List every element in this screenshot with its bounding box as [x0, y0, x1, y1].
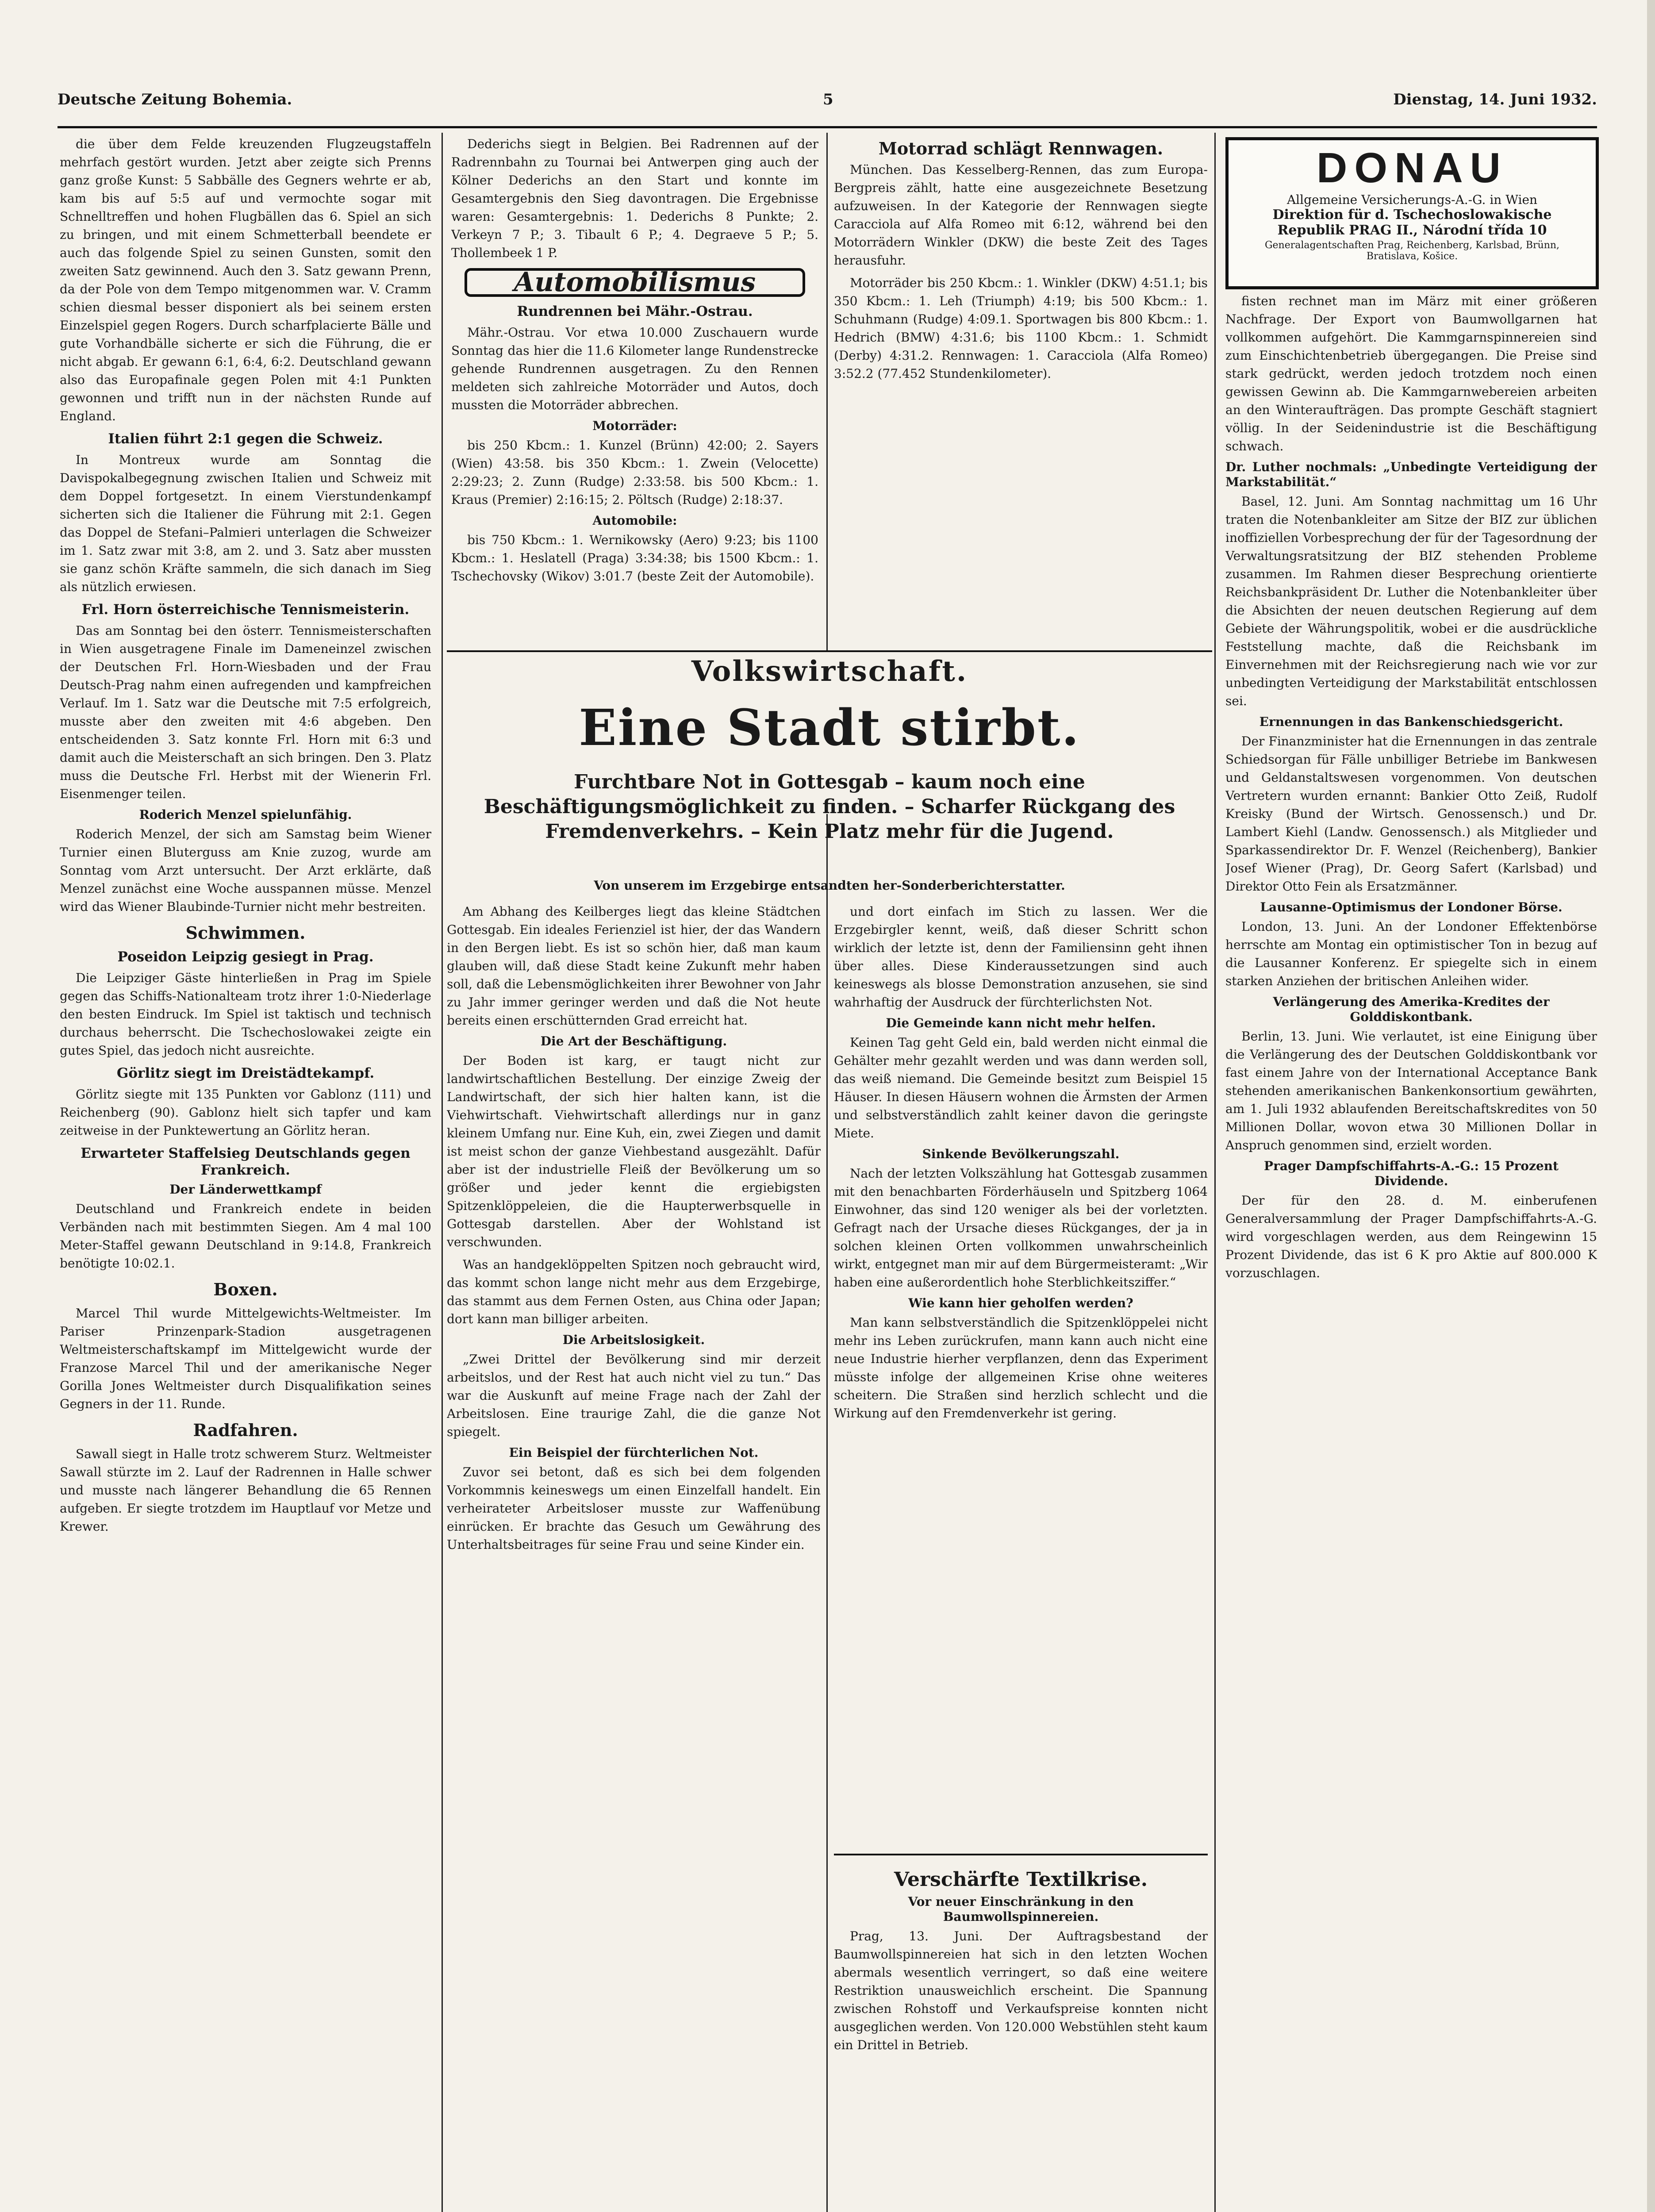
column-3: [834, 135, 1208, 648]
ad-line-3: Republik PRAG II., Národní třída 10: [1277, 223, 1547, 238]
heading-prager: Prager Dampfschiffahrts-A.-G.: 15 Prozent Dividende.: [1264, 1159, 1559, 1188]
heading-goerlitz: Görlitz siegt im Dreistädtekampf.: [116, 1065, 375, 1081]
issue-date: Dienstag, 14. Juni 1932.: [1393, 91, 1597, 108]
page-edge: [1647, 0, 1655, 2212]
heading-motorrad: Motorrad schlägt Rennwagen.: [878, 138, 1163, 158]
heading-textilkrise: Verschärfte Textilkrise.: [894, 1868, 1148, 1891]
article-staffel: Deutschland und Frankreich endete in beiden Verbänden nach mit bestimmten Siegen. Am 4 mal 100 Meter-Staffel gewann Deutschland in 9:14.8, Frankreich benötigte 10:02.1.: [60, 1202, 431, 1271]
ad-brand: DONAU: [1317, 144, 1508, 192]
main-heading-bevoelkerung: Sinkende Bevölkerungszahl.: [922, 1147, 1120, 1161]
article-horn: Das am Sonntag bei den österr. Tennismeisterschaften in Wien ausgetragene Finale im Dameneinzel zwischen der Deutschen Frl. Horn-Wiesbaden und der Frau Deutsch-Prag nahm einen aufregenden und kampfreichen Verlauf. Im 1. Satz war die Deutsche mit 7:5 erfolgreich, musste aber den zweiten mit 4:6 abgeben. Den entscheidenden 3. Satz konnte Frl. Horn mit 6:3 und damit auch die Meisterschaft an sich bringen. Den 3. Platz muss die Deutsche Frl. Herbst mit der Wienerin Frl. Eisenmenger teilen.: [60, 623, 431, 801]
section-volkswirtschaft: Volkswirtschaft.: [691, 655, 968, 688]
donau-advertisement: [1225, 137, 1599, 289]
ad-line-4: Generalagentschaften Prag, Reichenberg, Karlsbad, Brünn, Bratislava, Košice.: [1264, 240, 1560, 262]
main-right-para-3: Nach der letzten Volkszählung hat Gottesgab zusammen mit den benachbarten Förderhäuseln und Spitzberg 1064 Einwohner, das sind 120 weniger als bei der vorletzten. Gefragt nach der Ursache dieses Rückganges, der ja in solchen kleinen Orten vollkommen unwahrscheinlich wirkt, entgegnet man mir auf dem Bürgermeisteramt: „Wir haben eine außerordentlich hohe Sterblichkeitsziffer.“: [834, 1166, 1208, 1290]
main-right-para-2: Keinen Tag geht Geld ein, bald werden nicht einmal die Gehälter mehr gezahlt werden und was dann werden soll, das weiß niemand. Die Gemeinde besitzt zum Beispiel 15 Häuser. In diesen Häusern wohnen die Ärmsten der Armen und selbstverständlich zahlt keiner davon die geringste Miete.: [834, 1035, 1208, 1141]
main-para-3: Was an handgeklöppelten Spitzen noch gebraucht wird, das kommt schon lange nicht mehr aus dem Erzgebirge, das stammt aus dem Fernen Osten, aus China oder Japan; dort kann man billiger arbeiten.: [447, 1257, 821, 1326]
heading-horn: Frl. Horn österreichische Tennismeisterin.: [81, 602, 410, 618]
tennis-intro: die über dem Felde kreuzenden Flugzeugstaffeln mehrfach gestört wurden. Jetzt aber zeigte sich Prenns ganz große Kunst: 5 Sabbälle des Gegners wehrte er ab, kam bis auf 5:5 auf und vermochte sogar mit Schnelltreffen und hohen Flugbällen das 6. Spiel an sich zu bringen, und mit einem Schmetterball beendete er auch das folgende Spiel zu seinen Gunsten, somit den zweiten Satz gewinnend. Auch den 3. Satz gewann Prenn, da der Pole von dem Tempo mitgenommen war. V. Cramm schien diesmal besser disponiert als bei seinem ersten Einzelspiel gegen Rogers. Durch scharfplacierte Bälle und gute Vorhandbälle sicherte er sich die Führung, die er nicht abgab. Er gewann 6:1, 6:4, 6:2. Deutschland gewann also das Europafinale gegen Polen mit 4:1 Punkten gewonnen und trifft nun in der nächsten Runde auf England.: [60, 137, 431, 423]
paper-name: Deutsche Zeitung Bohemia.: [58, 91, 292, 108]
main-top-rule: [447, 650, 1212, 652]
article-italien: In Montreux wurde am Sonntag die Davispokalbegegnung zwischen Italien und Schweiz mit dem Doppel fortgesetzt. In einem Vierstundenkampf sicherten sich die Italiener die Führung mit 2:1. Gegen das Doppel de Stefani–Palmieri unterlagen die Schweizer im 1. Satz zwar mit 3:8, am 2. und 3. Satz aber mussten sie ganz schön Kräfte sammeln, die sich danach im Sieg als nützlich erwiesen.: [60, 453, 431, 594]
main-right-para-1: und dort einfach im Stich zu lassen. Wer die Erzgebirgler kennt, weiß, daß dieser Schritt schon wirklich der letzte ist, denn der Familiensinn geht ihnen über alles. Diese Kinderaussetzungen sind auch keineswegs als blosse Demonstration anzusehen, sie sind wahrhaftig der Ausdruck der fürchterlichsten Not.: [834, 904, 1208, 1010]
article-dederichs: Dederichs siegt in Belgien. Bei Radrennen auf der Radrennbahn zu Tournai bei Antwerpen ging auch der Kölner Dederichs an den Start und konnte im Gesamtergebnis den Sieg davontragen. Die Ergebnisse waren: Gesamtergebnis: 1. Dederichs 8 Punkte; 2. Verkeyn 7 P.; 3. Tibault 6 P.; 4. Degraeve 5 P.; 5. Thollembeek 1 P.: [451, 137, 818, 260]
heading-italien: Italien führt 2:1 gegen die Schweiz.: [108, 431, 383, 447]
column-1: [60, 135, 431, 2212]
article-rundrennen: Mähr.-Ostrau. Vor etwa 10.000 Zuschauern wurde Sonntag das hier die 11.6 Kilometer lange Rundenstrecke gehende Rundrennen ausgetragen. Zu den Rennen meldeten sich zahlreiche Motorräder und Autos, doch mussten die Motorräder abbrechen.: [451, 325, 818, 412]
article-boxen: Marcel Thil wurde Mittelgewichts-Weltmeister. Im Pariser Prinzenpark-Stadion ausgetragenen Weltmeisterschaftskampf im Mittelgewicht wurde der Franzose Marcel Thil und der amerikanische Neger Gorilla Jones Weltmeister durch Disqualifikation seines Gegners in der 11. Runde.: [60, 1306, 431, 1411]
article-ernennungen: Der Finanzminister hat die Ernennungen in das zentrale Schiedsorgan für Fälle unbilliger Betriebe im Bankwesen und Geldanstaltswesen vorgenommen. Von deutschen Vertretern wurden ernannt: Bankier Otto Zeiß, Rudolf Kreisky (Bund der Wirtsch. Genossensch.) und Dr. Lambert Kiehl (Landw. Genossensch.) als Mitglieder und Sparkassendirektor Dr. F. Wenzel (Reichenberg), Bankier Josef Wiener (Prag), Dr. Georg Safert (Karlsbad) und Direktor Otto Fein als Ersatzmänner.: [1225, 734, 1597, 894]
ad-line-2: Direktion für d. Tschechoslowakische: [1272, 207, 1552, 223]
main-para-5: Zuvor sei betont, daß es sich bei dem folgenden Vorkommnis keineswegs um einen Einzelfall handelt. Ein verheirateter Arbeitsloser musste zur Waffenübung einrücken. Er brachte das Gesuch um Gewährung des Unterhaltsbeitrages für seine Frau und seine Kinder ein.: [447, 1465, 821, 1552]
column-4: [1225, 292, 1597, 2212]
main-headline: Eine Stadt stirbt.: [579, 699, 1080, 757]
textil-rule: [834, 1854, 1208, 1855]
section-boxen: Boxen.: [213, 1279, 278, 1299]
subheading-textilkrise: Vor neuer Einschränkung in den Baumwollspinnereien.: [908, 1894, 1134, 1924]
heading-staffel: Erwarteter Staffelsieg Deutschlands gegen Frankreich.: [81, 1145, 411, 1178]
textil-article: [834, 1863, 1208, 2212]
article-lausanne: London, 13. Juni. An der Londoner Effektenbörse herrschte am Montag ein optimistischer Ton in bezug auf die Lausanner Konferenz. Er spiegelte sich in einem starken Anziehen der britischen Anleihen wider.: [1225, 919, 1597, 988]
results-automobile: bis 750 Kbcm.: 1. Wernikowsky (Aero) 9:23; bis 1100 Kbcm.: 1. Heslatell (Praga) 3:34:38; bis 1500 Kbcm.: 1. Tschechovsky (Wikov) 3:01.7 (beste Zeit der Automobile).: [451, 533, 818, 584]
automobilismus-banner: Automobilismus: [465, 268, 805, 297]
main-heading-gemeinde: Die Gemeinde kann nicht mehr helfen.: [886, 1016, 1156, 1030]
article-luther: Basel, 12. Juni. Am Sonntag nachmittag um 16 Uhr traten die Notenbankleiter am Sitze der BIZ zur üblichen inoffiziellen Vorbesprechung der für der Tagesordnung der Verwaltungsratsitzung der BIZ stehenden Probleme zusammen. Im Rahmen dieser Besprechung orientierte Reichsbankpräsident Dr. Luther die Notenbankleiter über die Absichten der neuen deutschen Regierung auf dem Gebiete der Währungspolitik, wobei er die ausdrückliche Feststellung machte, daß die Reichsbank im Einvernehmen mit der Reichsregierung nach wie vor zur unbedingten Verteidigung der Markstabilität entschlossen sei.: [1225, 494, 1597, 708]
main-heading-arbeitslosigkeit: Die Arbeitslosigkeit.: [562, 1333, 705, 1347]
main-para-4: „Zwei Drittel der Bevölkerung sind mir derzeit arbeitslos, und der Rest hat auch nicht viel zu tun.“ Das war die Auskunft auf meine Frage nach der Zahl der Arbeitslosen. Eine traurige Zahl, die die ganze Not spiegelt.: [447, 1352, 821, 1439]
results-motorraeder: bis 250 Kbcm.: 1. Kunzel (Brünn) 42:00; 2. Sayers (Wien) 43:58. bis 350 Kbcm.: 1. Zwein (Velocette) 2:29:23; 2. Zunn (Rudge) 2:33:58. bis 500 Kbcm.: 1. Kraus (Premier) 2:16:15; 2. Pöltsch (Rudge) 2:18:37.: [451, 438, 818, 507]
article-amerika: Berlin, 13. Juni. Wie verlautet, ist eine Einigung über die Verlängerung des der Deutschen Golddiskontbank vor fast einem Jahre von der International Acceptance Bank stehenden amerikanischen Bankenkonsortium gewährten, am 1. Juli 1932 ablaufenden Bereitschaftskredites von 50 Millionen Dollar, wovon etwa 30 Millionen Dollar in Anspruch genommen sind, erzielt worden.: [1225, 1029, 1597, 1152]
heading-luther: Dr. Luther nochmals: „Unbedingte Verteidigung der Markstabilität.“: [1225, 460, 1597, 489]
ad-line-1: Allgemeine Versicherungs-A.-G. in Wien: [1286, 192, 1538, 207]
column-divider-1: [442, 133, 443, 2212]
results-kesselberg: Motorräder bis 250 Kbcm.: 1. Winkler (DKW) 4:51.1; bis 350 Kbcm.: 1. Leh (Triumph) 4:19; bis 500 Kbcm.: 1. Schuhmann (Rudge) 4:09.1. Sportwagen bis 800 Kbcm.: 1. Hedrich (BMW) 4:31.6; bis 1100 Kbcm.: 1. Schmidt (Derby) 4:31.2. Rennwagen: 1. Caracciola (Alfa Romeo) 3:52.2 (77.452 Stundenkilometer).: [834, 276, 1208, 381]
masthead: [58, 91, 1597, 117]
main-heading-beispiel: Ein Beispiel der fürchterlichen Not.: [509, 1445, 759, 1460]
article-prager: Der für den 28. d. M. einberufenen Generalversammlung der Prager Dampfschiffahrts-A.-G. wird vorgeschlagen werden, aus dem Reingewinn 15 Prozent Dividende, das ist 6 K pro Aktie auf 800.000 K vorzuschlagen.: [1225, 1193, 1597, 1280]
article-radfahren: Sawall siegt in Halle trotz schwerem Sturz. Weltmeister Sawall stürzte im 2. Lauf der Radrennen in Halle schwer und musste nach längerer Behandlung die 65 Rennen aufgeben. Er siegte trotzdem im Hauptlauf vor Metze und Krewer.: [60, 1447, 431, 1534]
article-motorrad: München. Das Kesselberg-Rennen, das zum Europa-Bergpreis zählt, hatte eine ausgezeichnete Besetzung aufzuweisen. In der Kategorie der Rennwagen siegte Caracciola auf Alfa Romeo mit 6:12, während bei den Motorrädern Winkler (DKW) die beste Zeit des Tages herausfuhr.: [834, 162, 1208, 268]
article-goerlitz: Görlitz siegte mit 135 Punkten vor Gablonz (111) und Reichenberg (90). Gablonz hielt sich tapfer und kam zeitweise in der Punktewertung an Görlitz heran.: [60, 1087, 431, 1138]
article-textilkrise: Prag, 13. Juni. Der Auftragsbestand der Baumwollspinnereien hat sich in den letzten Wochen abermals wesentlich verringert, so daß eine weitere Restriktion unausweichlich erscheint. Die Spannung zwischen Rohstoff und Verkaufspreise konnten nicht ausgeglichen werden. Von 120.000 Webstühlen steht kaum ein Drittel in Betrieb.: [834, 1929, 1208, 2052]
heading-amerika: Verlängerung des Amerika-Kredites der Golddiskontbank.: [1273, 995, 1550, 1024]
section-schwimmen: Schwimmen.: [185, 923, 306, 943]
heading-lausanne: Lausanne-Optimismus der Londoner Börse.: [1260, 900, 1563, 914]
main-byline: Von unserem im Erzgebirge entsandten her-Sonderberichterstatter.: [594, 878, 1065, 893]
column-divider-main: [826, 814, 828, 2212]
main-subhead: Furchtbare Not in Gottesgab – kaum noch eine Beschäftigungsmöglichkeit zu finden. – Scharfer Rückgang des Fremdenverkehrs. – Kein Platz mehr für die Jugend.: [484, 771, 1175, 843]
article-textil-continued: fisten rechnet man im März mit einer größeren Nachfrage. Der Export von Baumwollgarnen hat vollkommen aufgehört. Die Kammgarnspinnereien sind zum Einschichtenbetrieb übergegangen. Die Preise sind stark gedrückt, werden jedoch trotzdem noch einen gewissen Gewinn ab. Die Kammgarnwebereien arbeiten an den Winteraufträgen. Das prompte Geschäft stagniert völlig. In der Seidenindustrie ist die Beschäftigung schwach.: [1225, 294, 1597, 453]
article-poseidon: Die Leipziger Gäste hinterließen in Prag im Spiele gegen das Schiffs-Nationalteam trotz ihrer 1:0-Niederlage den besten Eindruck. Im Spiel ist taktisch und technisch durchaus beherrscht. Die Tschechoslowakei zeigte ein gutes Spiel, das jedoch nicht ausreichte.: [60, 971, 431, 1058]
heading-motorraeder: Motorräder:: [592, 419, 677, 433]
column-divider-2: [826, 133, 828, 650]
main-para-2: Der Boden ist karg, er taugt nicht zur landwirtschaftlichen Bestellung. Der einzige Zweig der Landwirtschaft, der sich hier halten kann, ist die Viehwirtschaft. Viehwirtschaft allerdings nur in ganz kleinem Umfang nur. Eine Kuh, ein, zwei Ziegen und damit ist meist schon der ganze Viehbestand ausgezählt. Dafür aber ist der industrielle Fleiß der Bevölkerung um so größer und jeder kennt die ergiebigsten Spitzenklöppeleien, die die Haupterwerbsquelle in Gottesgab darstellen. Aber der Wohlstand ist verschwunden.: [447, 1053, 821, 1249]
article-menzel: Roderich Menzel, der sich am Samstag beim Wiener Turnier einen Bluterguss am Knie zuzog, wurde am Sonntag vom Arzt untersucht. Der Arzt erklärte, daß Menzel zunächst eine Woche ausspannen müsse. Menzel wird das Wiener Blaubinde-Turnier nicht mehr bestreiten.: [60, 827, 431, 914]
masthead-rule: [58, 126, 1597, 128]
heading-poseidon: Poseidon Leipzig gesiegt in Prag.: [117, 949, 374, 965]
heading-rundrennen: Rundrennen bei Mähr.-Ostrau.: [517, 303, 753, 319]
page-number: 5: [823, 91, 833, 108]
main-heading-hilfe: Wie kann hier geholfen werden?: [908, 1296, 1133, 1310]
main-column-left: [447, 902, 821, 2212]
heading-ernennungen: Ernennungen in das Bankenschiedsgericht.: [1259, 714, 1563, 729]
column-divider-3: [1214, 133, 1216, 2212]
main-right-para-4: Man kann selbstverständlich die Spitzenklöppelei nicht mehr ins Leben zurückrufen, mann kann auch nicht eine neue Industrie hierher verpflanzen, denn das Experiment müsste infolge der allgemeinen Krise ohne weiteres scheitern. Die Straßen sind herzlich schlecht und die Wirkung auf den Fremdenverkehr ist gering.: [834, 1315, 1208, 1421]
section-radfahren: Radfahren.: [193, 1420, 298, 1440]
main-column-right: [834, 902, 1208, 1845]
main-para-1: Am Abhang des Keilberges liegt das kleine Städtchen Gottesgab. Ein ideales Ferienziel ist hier, der das Wandern in den Bergen liebt. Es ist so schön hier, daß man kaum glauben will, daß diese Stadt keine Zukunft mehr haben soll, daß die Lebensmöglichkeiten ihrer Bewohner von Jahr zu Jahr immer geringer werden und daß die Not heute bereits einen erschütternden Grad erreicht hat.: [447, 904, 821, 1028]
heading-menzel: Roderich Menzel spielunfähig.: [139, 807, 352, 822]
main-heading-art: Die Art der Beschäftigung.: [540, 1034, 727, 1048]
column-2: [451, 135, 818, 648]
heading-automobile: Automobile:: [592, 513, 677, 528]
heading-laenderkampf: Der Länderwettkampf: [169, 1182, 322, 1197]
